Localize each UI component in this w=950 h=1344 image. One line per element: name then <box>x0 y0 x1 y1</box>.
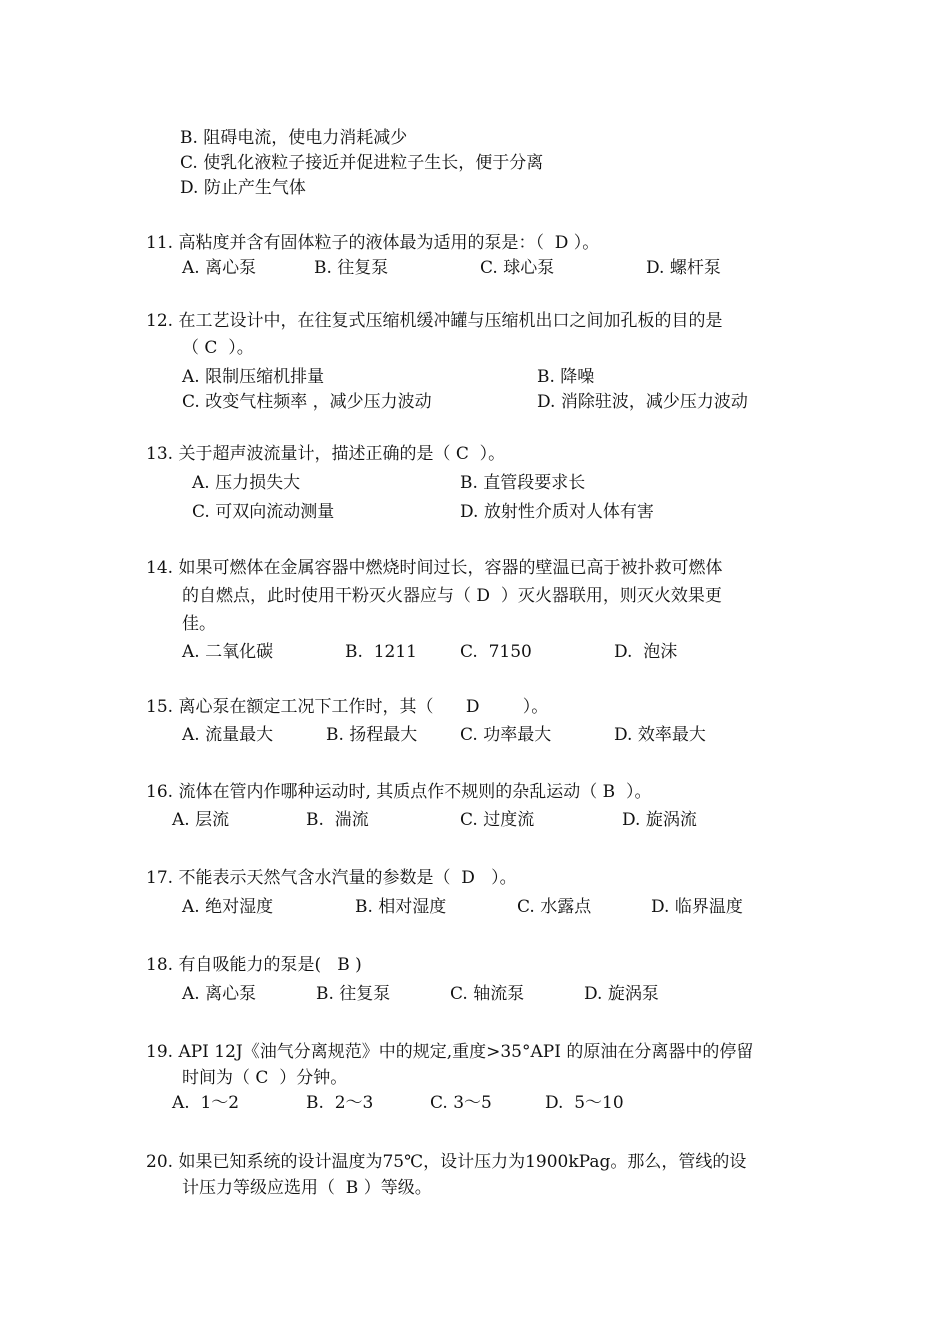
q11-option-d: D. 螺杆泵 <box>646 258 721 278</box>
q12-option-c: C. 改变气柱频率 ，减少压力波动 <box>182 392 432 412</box>
q12-option-d: D. 消除驻波，减少压力波动 <box>537 392 748 412</box>
q11-option-b: B. 往复泵 <box>314 258 389 278</box>
q17-option-d: D. 临界温度 <box>651 897 743 917</box>
q18-option-c: C. 轴流泵 <box>450 984 525 1004</box>
q17-option-c: C. 水露点 <box>517 897 592 917</box>
q11-stem: 11. 高粘度并含有固体粒子的液体最为适用的泵是：（ D ）。 <box>146 233 600 253</box>
q15-option-a: A. 流量最大 <box>182 725 274 745</box>
q13-option-a: A. 压力损失大 <box>192 473 301 493</box>
q17-option-a: A. 绝对湿度 <box>182 897 274 917</box>
q16-stem: 16. 流体在管内作哪种运动时, 其质点作不规则的杂乱运动（ B ）。 <box>146 782 652 802</box>
q20-stem-line1: 20. 如果已知系统的设计温度为75℃，设计压力为1900kPag。那么，管线的设 <box>146 1152 747 1172</box>
q20-stem-line2: 计压力等级应选用（ B ）等级。 <box>182 1178 432 1198</box>
q12-stem-line2: （ C ）。 <box>182 338 254 358</box>
q18-option-b: B. 往复泵 <box>316 984 391 1004</box>
q16-option-d: D. 旋涡流 <box>622 810 697 830</box>
q14-option-b: B. 1211 <box>345 642 417 662</box>
q17-stem: 17. 不能表示天然气含水汽量的参数是（ D ）。 <box>146 868 517 888</box>
q13-option-d: D. 放射性介质对人体有害 <box>460 502 654 522</box>
q15-stem: 15. 离心泵在额定工况下工作时，其（ D ）。 <box>146 697 549 717</box>
q10-option-d: D. 防止产生气体 <box>180 178 306 198</box>
q19-option-b: B. 2～3 <box>306 1093 374 1113</box>
q14-stem-line3: 佳。 <box>182 614 216 634</box>
q14-option-c: C. 7150 <box>460 642 532 662</box>
q12-stem-line1: 12. 在工艺设计中，在往复式压缩机缓冲罐与压缩机出口之间加孔板的目的是 <box>146 311 723 331</box>
q19-option-c: C. 3～5 <box>430 1093 492 1113</box>
q13-stem: 13. 关于超声波流量计，描述正确的是（ C ）。 <box>146 444 506 464</box>
q18-option-a: A. 离心泵 <box>182 984 257 1004</box>
q15-option-c: C. 功率最大 <box>460 725 552 745</box>
q16-option-c: C. 过度流 <box>460 810 535 830</box>
q14-option-d: D. 泡沫 <box>614 642 678 662</box>
q12-option-a: A. 限制压缩机排量 <box>182 367 325 387</box>
q13-option-c: C. 可双向流动测量 <box>192 502 335 522</box>
q16-option-b: B. 湍流 <box>306 810 369 830</box>
q15-option-b: B. 扬程最大 <box>326 725 418 745</box>
q16-option-a: A. 层流 <box>172 810 230 830</box>
q19-option-d: D. 5～10 <box>545 1093 624 1113</box>
q12-option-b: B. 降噪 <box>537 367 595 387</box>
q15-option-d: D. 效率最大 <box>614 725 706 745</box>
q10-option-b: B. 阻碍电流，使电力消耗减少 <box>180 128 408 148</box>
q11-option-c: C. 球心泵 <box>480 258 555 278</box>
q18-option-d: D. 旋涡泵 <box>584 984 659 1004</box>
q14-stem-line2: 的自燃点，此时使用干粉灭火器应与（ D ）灭火器联用，则灭火效果更 <box>182 586 722 606</box>
q11-option-a: A. 离心泵 <box>182 258 257 278</box>
q14-stem-line1: 14. 如果可燃体在金属容器中燃烧时间过长，容器的壁温已高于被扑救可燃体 <box>146 558 723 578</box>
q14-option-a: A. 二氧化碳 <box>182 642 274 662</box>
q18-stem: 18. 有自吸能力的泵是( B ) <box>146 955 362 975</box>
q10-option-c: C. 使乳化液粒子接近并促进粒子生长，便于分离 <box>180 153 544 173</box>
q17-option-b: B. 相对湿度 <box>355 897 447 917</box>
q19-option-a: A. 1～2 <box>172 1093 240 1113</box>
q13-option-b: B. 直管段要求长 <box>460 473 586 493</box>
q19-stem-line1: 19. API 12J《油气分离规范》中的规定,重度>35°API 的原油在分离器中的停留 <box>146 1042 754 1062</box>
q19-stem-line2: 时间为（ C ）分钟。 <box>182 1068 348 1088</box>
